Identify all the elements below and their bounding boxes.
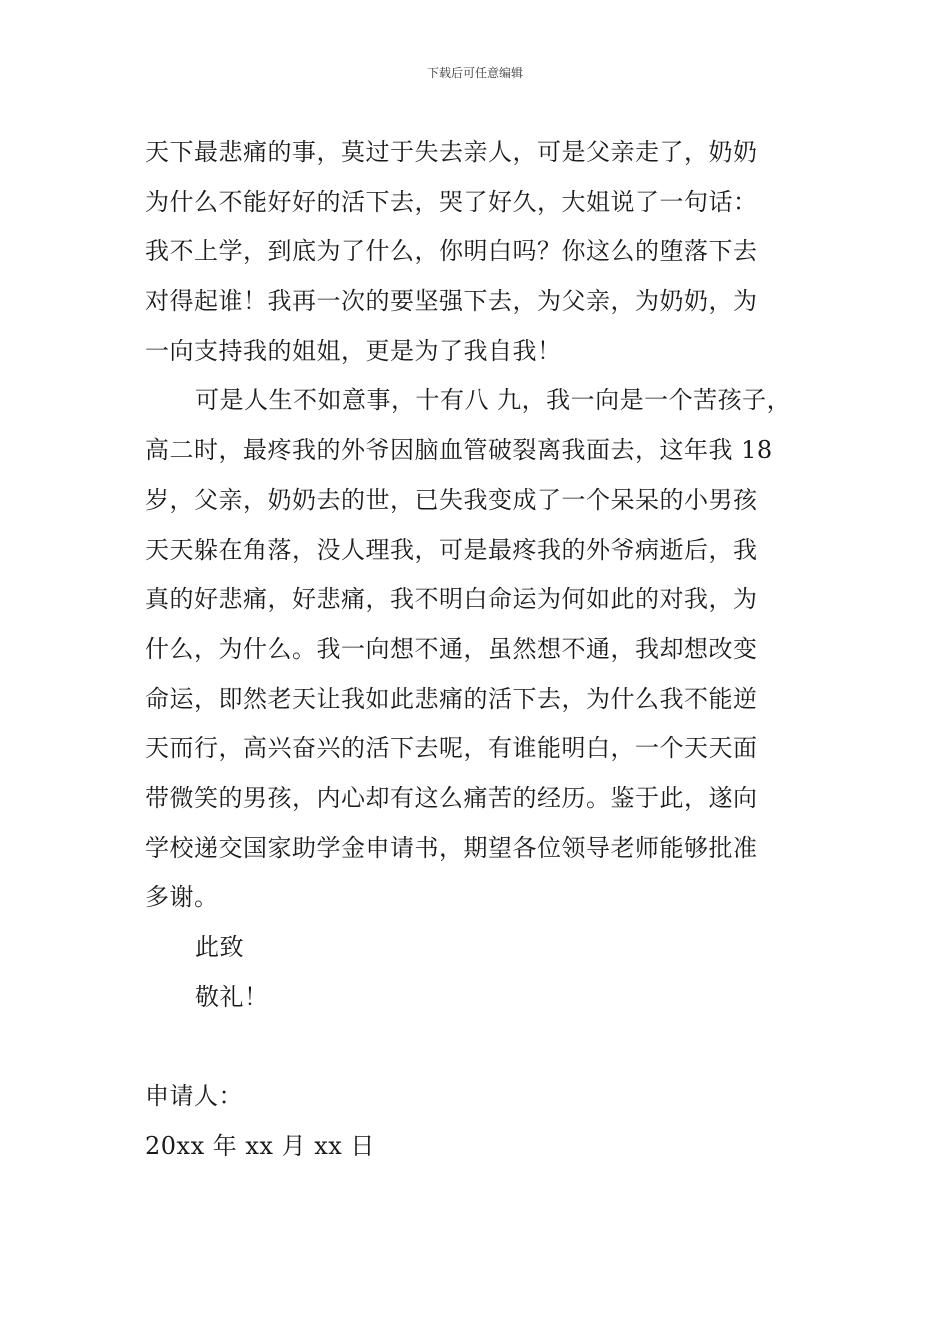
paragraph-1-line-5: 一向支持我的姐姐，更是为了我自我！ (145, 336, 562, 365)
paragraph-2-line-9: 带微笑的男孩，内心却有这么痛苦的经历。鉴于此，遂向 (145, 783, 758, 812)
spacer (145, 1022, 815, 1072)
paragraph-2-line-8: 天而行，高兴奋兴的活下去呢，有谁能明白，一个天天面 (145, 734, 758, 763)
page-header: 下载后可任意编辑 (426, 66, 523, 80)
paragraph-2-line-5: 真的好悲痛，好悲痛，我不明白命运为何如此的对我，为 (145, 585, 758, 614)
applicant-label: 申请人： (145, 1082, 243, 1111)
paragraph-2-line-11: 多谢。 (145, 883, 219, 912)
paragraph-2-line-10: 学校递交国家助学金申请书，期望各位领导老师能够批准 (145, 833, 758, 862)
paragraph-1-line-2: 为什么不能好好的活下去，哭了好久，大姐说了一句话： (145, 187, 758, 216)
paragraph-2-line-6: 什么，为什么。我一向想不通，虽然想不通，我却想改变 (145, 634, 758, 663)
date-line: 20xx 年 xx 月 xx 日 (145, 1132, 375, 1161)
paragraph-1-line-4: 对得起谁！我再一次的要坚强下去，为父亲，为奶奶，为 (145, 287, 758, 316)
paragraph-2-line-1: 可是人生不如意事，十有八 九，我一向是一个苦孩子， (195, 386, 792, 415)
document-body (145, 128, 815, 1172)
paragraph-2-line-3: 岁，父亲，奶奶去的世，已失我变成了一个呆呆的小男孩 (145, 485, 758, 514)
paragraph-2-line-4: 天天躲在角落，没人理我，可是最疼我的外爷病逝后，我 (145, 535, 758, 564)
paragraph-2-line-7: 命运，即然老天让我如此悲痛的活下去，为什么我不能逆 (145, 684, 758, 713)
closing-salutation-2: 敬礼！ (195, 982, 269, 1011)
closing-salutation-1: 此致 (195, 933, 244, 961)
paragraph-1-line-3: 我不上学，到底为了什么，你明白吗？你这么的堕落下去 (145, 237, 758, 266)
paragraph-2-line-2: 高二时，最疼我的外爷因脑血管破裂离我面去，这年我 18 (145, 436, 773, 465)
paragraph-1-line-1: 天下最悲痛的事，莫过于失去亲人，可是父亲走了，奶奶 (145, 138, 758, 166)
